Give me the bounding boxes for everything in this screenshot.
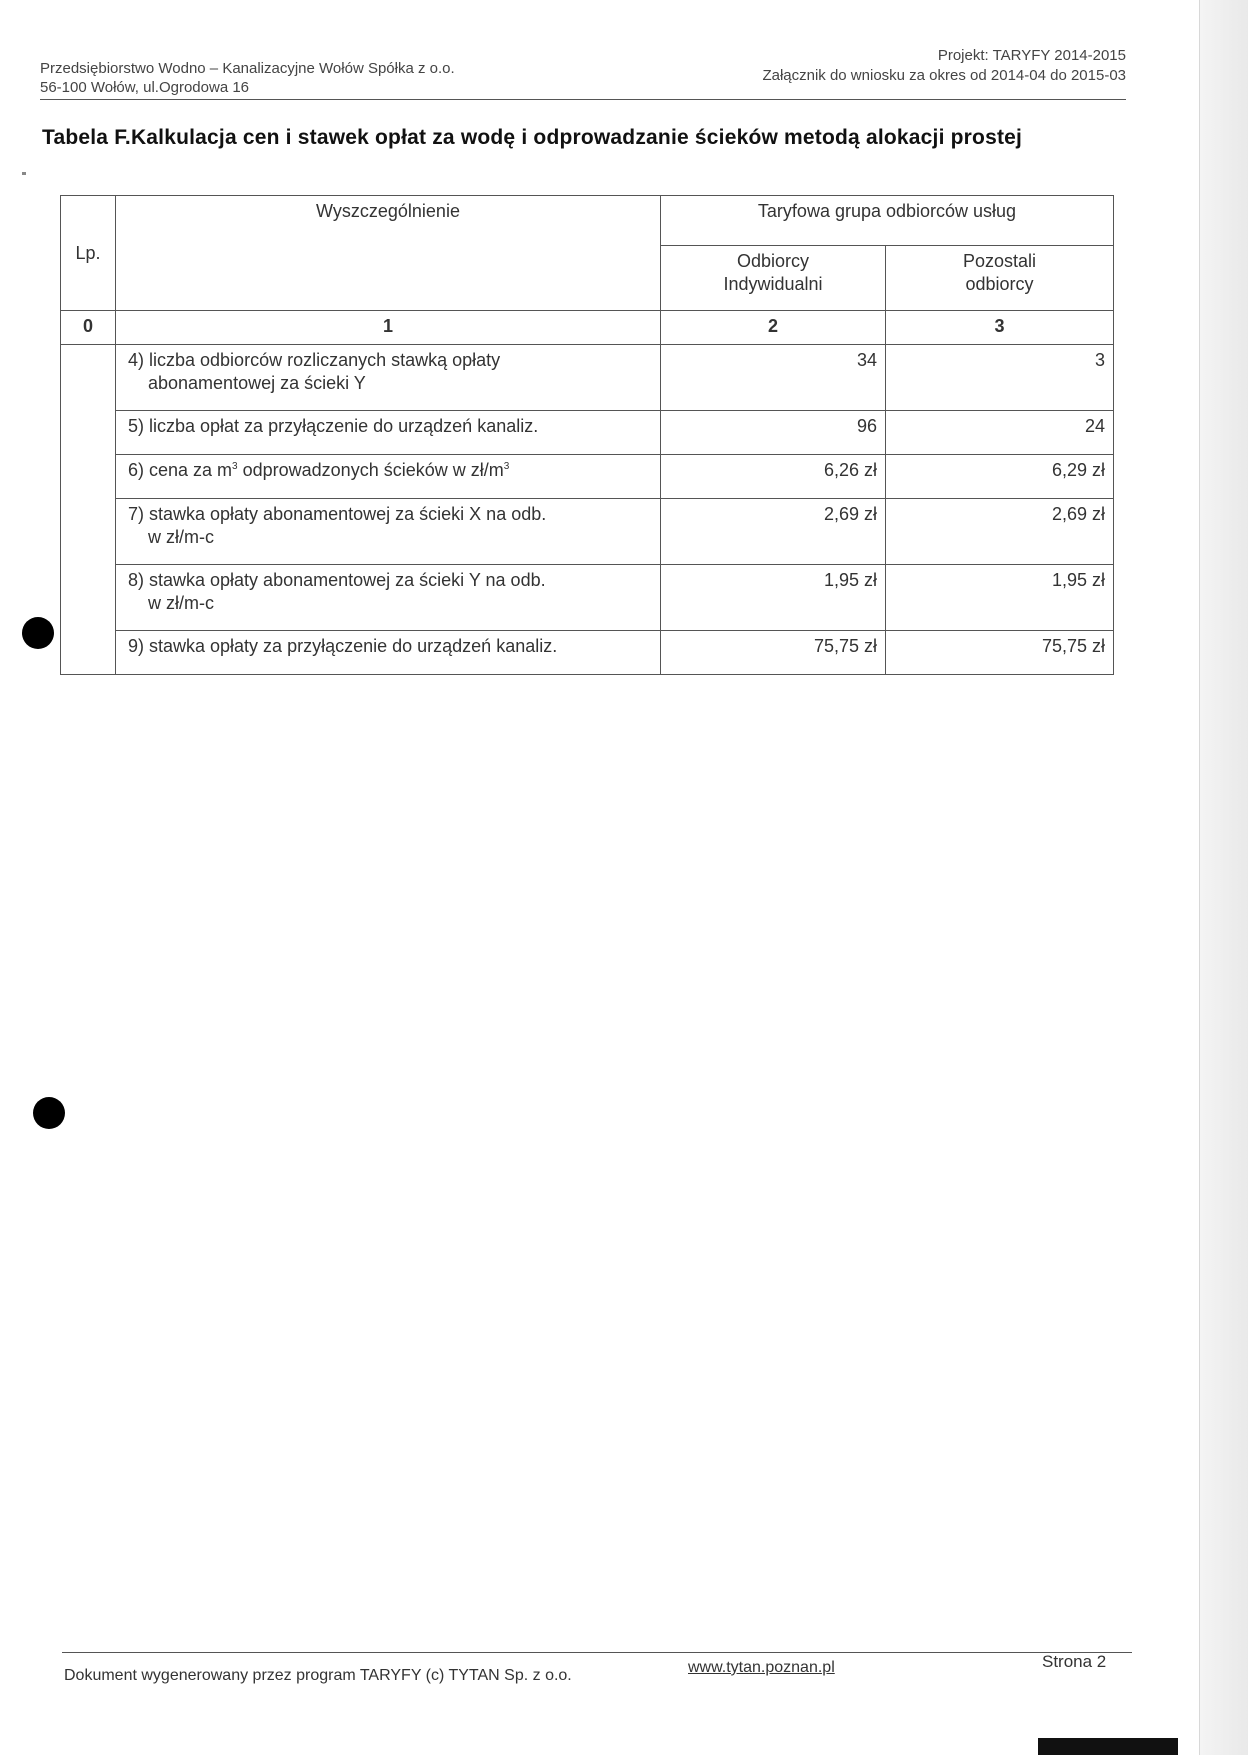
- table-header-row: [61, 196, 1114, 246]
- page-title: Tabela F.Kalkulacja cen i stawek opłat za wodę i odprowadzanie ścieków metodą alokacji prostej: [42, 126, 1023, 149]
- row-desc-part: odprowadzonych ścieków w zł/m: [237, 460, 504, 480]
- row-desc-line1: 9) stawka opłaty za przyłączenie do urządzeń kanaliz.: [128, 636, 558, 656]
- group-header: Taryfowa grupa odbiorców usług: [661, 196, 1114, 246]
- row-desc-line2: abonamentowej za ścieki Y: [148, 373, 366, 393]
- value-individual: 2,69 zł: [661, 499, 886, 565]
- row-description: [116, 455, 661, 499]
- footer-divider: [62, 1652, 1132, 1653]
- page-number: Strona 2: [1042, 1652, 1107, 1671]
- col-num-1: 1: [116, 311, 661, 345]
- col-individual-line1: Odbiorcy: [736, 251, 810, 271]
- row-description: [116, 631, 661, 675]
- col-individual-header: [661, 246, 886, 311]
- punch-hole-mark: [33, 1097, 65, 1129]
- row-desc-line2: w zł/m-c: [148, 593, 214, 613]
- value-individual: 96: [661, 411, 886, 455]
- row-desc-part: 6) cena za m: [128, 460, 233, 480]
- footer-website-link[interactable]: www.tytan.poznan.pl: [688, 1659, 835, 1676]
- tariff-table: [60, 195, 1114, 675]
- value-other: 6,29 zł: [886, 455, 1114, 499]
- row-desc-line1: 4) liczba odbiorców rozliczanych stawką opłaty: [128, 350, 501, 370]
- project-header: [762, 46, 1126, 86]
- table-row: [61, 345, 1114, 411]
- scan-page-edge: [1199, 0, 1248, 1755]
- col-num-0: 0: [61, 311, 116, 345]
- company-header: [40, 59, 455, 97]
- row-desc-line1: 7) stawka opłaty abonamentowej za ścieki X na odb.: [128, 504, 547, 524]
- value-other: 2,69 zł: [886, 499, 1114, 565]
- lp-header: Lp.: [61, 196, 116, 311]
- row-desc-line1: 5) liczba opłat za przyłączenie do urządzeń kanaliz.: [128, 416, 539, 436]
- footer-generated-by: Dokument wygenerowany przez program TARYFY (c) TYTAN Sp. z o.o.: [64, 1667, 572, 1684]
- project-name: Projekt: TARYFY 2014-2015: [937, 47, 1126, 64]
- company-address: 56-100 Wołów, ul.Ogrodowa 16: [40, 79, 250, 96]
- row-desc-line1: 8) stawka opłaty abonamentowej za ścieki Y na odb.: [128, 570, 546, 590]
- company-name: Przedsiębiorstwo Wodno – Kanalizacyjne Wołów Spółka z o.o.: [40, 60, 455, 77]
- value-other: 1,95 zł: [886, 565, 1114, 631]
- table-row: [61, 631, 1114, 675]
- attachment-period: Załącznik do wniosku za okres od 2014-04 do 2015-03: [762, 67, 1126, 84]
- row-description: [116, 411, 661, 455]
- row-description: [116, 499, 661, 565]
- column-number-row: [61, 311, 1114, 345]
- col-individual-line2: Indywidualni: [723, 274, 823, 294]
- value-other: 3: [886, 345, 1114, 411]
- col-other-line2: odbiorcy: [965, 274, 1034, 294]
- col-num-2: 2: [661, 311, 886, 345]
- row-desc-line2: w zł/m-c: [148, 527, 214, 547]
- header-divider: [40, 99, 1126, 100]
- table-row: [61, 499, 1114, 565]
- table-row: [61, 411, 1114, 455]
- punch-hole-mark: [22, 617, 54, 649]
- col-other-header: [886, 246, 1114, 311]
- value-other: 24: [886, 411, 1114, 455]
- row-desc-superscript: 3: [503, 461, 510, 472]
- row-description: [116, 565, 661, 631]
- scan-bottom-bar: [1038, 1738, 1178, 1755]
- lp-cell: [61, 345, 116, 675]
- table-row: [61, 455, 1114, 499]
- value-individual: 1,95 zł: [661, 565, 886, 631]
- col-num-3: 3: [886, 311, 1114, 345]
- row-description: [116, 345, 661, 411]
- table-row: [61, 565, 1114, 631]
- value-individual: 75,75 zł: [661, 631, 886, 675]
- value-other: 75,75 zł: [886, 631, 1114, 675]
- row-desc-superscript: 3: [232, 461, 238, 472]
- col-other-line1: Pozostali: [962, 251, 1037, 271]
- value-individual: 6,26 zł: [661, 455, 886, 499]
- value-individual: 34: [661, 345, 886, 411]
- scan-speck: [22, 172, 26, 175]
- spec-header: Wyszczególnienie: [116, 196, 661, 311]
